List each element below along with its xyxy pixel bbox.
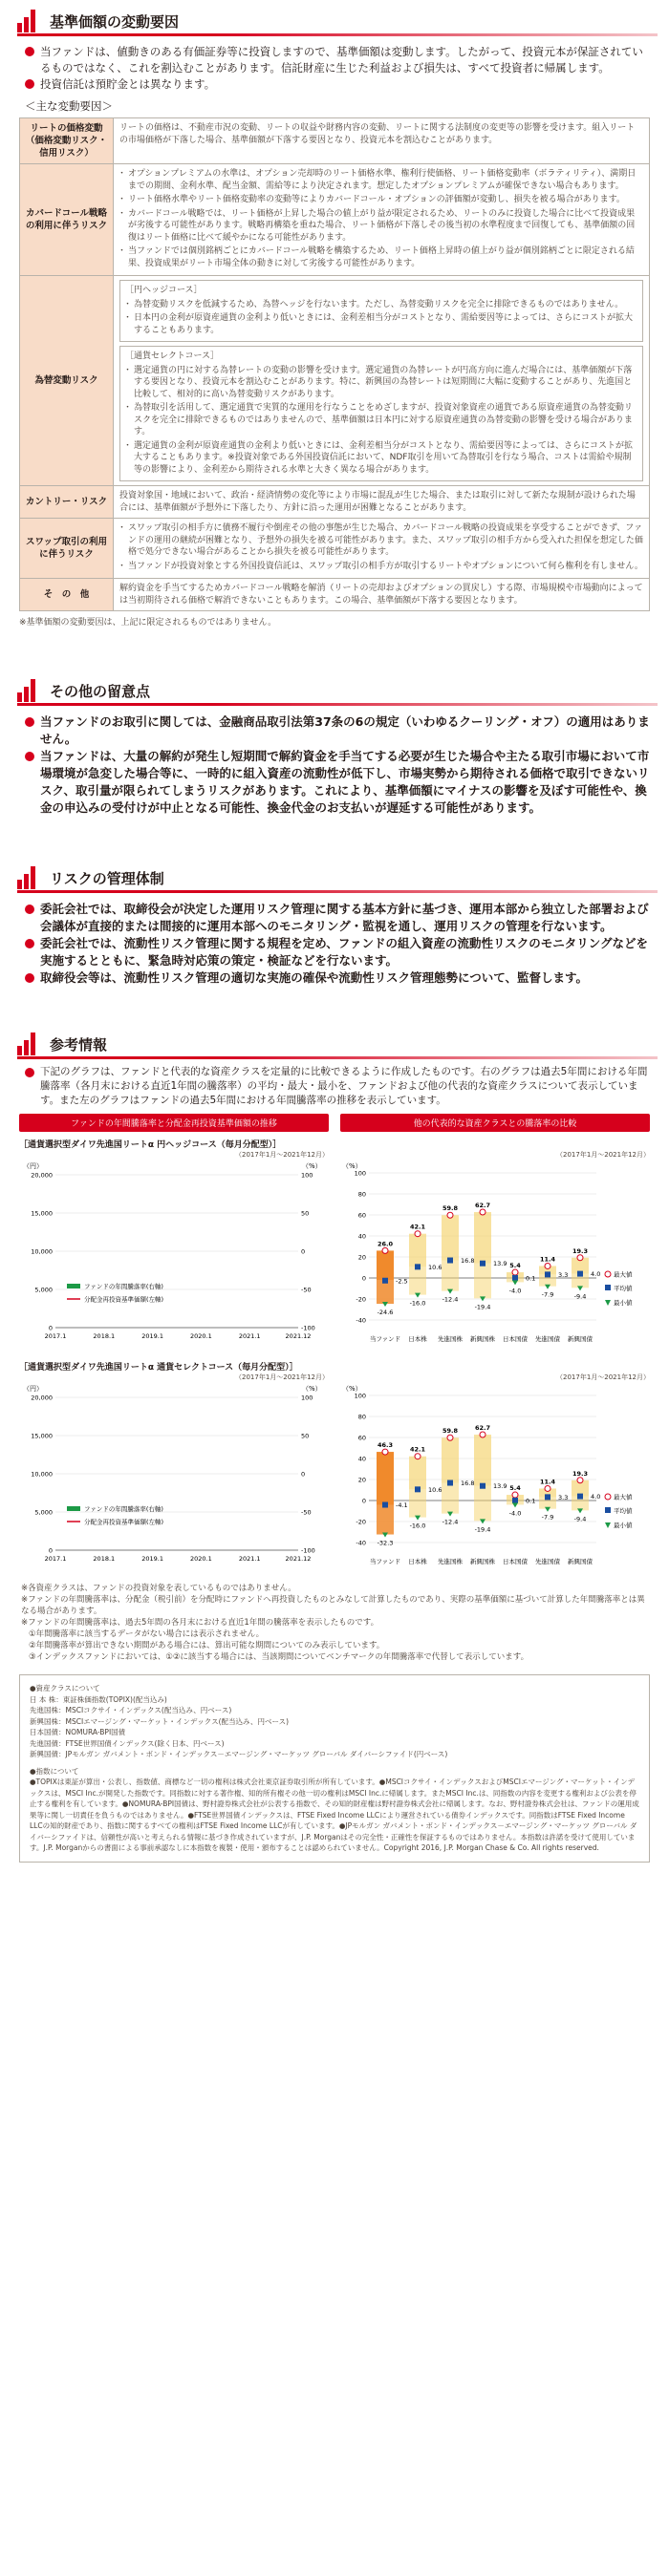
asset-class-item: 新興国株：MSCIエマージング・マーケット・インデックス(配当込み、円ベース) <box>30 1716 290 1726</box>
max-value-label: 11.4 <box>539 1255 556 1264</box>
avg-value-label: -4.1 <box>396 1501 408 1510</box>
risk-table-title: ＜主な変動要因＞ <box>25 99 113 113</box>
risk-body: 投資対象国・地域において、政治・経済情勢の変化等により市場に混乱が生じた場合、または取引に対して新たな規制が設けられた場合には、基準価額が予想外に下落したり、方針に沿った運用が困難となることがあります。 <box>114 486 650 519</box>
section-bars-icon <box>17 866 38 889</box>
section-title: 参考情報 <box>50 1036 108 1054</box>
y-tick-right: 0 <box>301 1247 306 1256</box>
max-marker <box>480 1432 486 1437</box>
min-value-label: -24.6 <box>377 1309 394 1317</box>
y-tick-label: 80 <box>357 1413 366 1421</box>
asset-class-box <box>19 1674 650 1863</box>
section-header-price-factors <box>11 8 658 36</box>
bullet-dot-icon <box>25 717 34 727</box>
y-tick-label: 40 <box>357 1455 366 1463</box>
avg-value-label: 10.6 <box>428 1485 442 1494</box>
legend-avg-icon <box>605 1285 611 1290</box>
chart-section <box>19 1114 650 1577</box>
min-marker <box>382 1533 388 1538</box>
min-value-label: -7.9 <box>541 1513 554 1522</box>
avg-marker <box>382 1502 388 1508</box>
max-value-label: 46.3 <box>377 1441 394 1450</box>
y-tick-label: -40 <box>356 1539 366 1547</box>
y-tick-left: 5,000 <box>34 1286 53 1294</box>
x-tick-label: 2020.1 <box>190 1555 212 1563</box>
y-unit-right: （%） <box>302 1385 322 1393</box>
risk-name: スワップ取引の利用に伴うリスク <box>20 519 114 579</box>
category-label: 新興国株 <box>470 1558 495 1565</box>
chart-note: ②年間騰落率が算出できない期間がある場合には、算出可能な期間についてのみ表示しています。 <box>29 1641 385 1650</box>
max-value-label: 42.1 <box>409 1223 426 1231</box>
chart-header-right: 他の代表的な資産クラスとの騰落率の比較 <box>340 1114 650 1132</box>
risk-body: ・ オプションプレミアムの水準は、オプション売却時のリート価格水準、権利行使価格、リート価格変動率（ボラティリティ）、満期日までの期間、金利水準、配当金額、需給等により決定されます。想定したオプションプレミアムが確保できない場合もあります。 ・ リート価格水準やリート価格変動率の変動等によりカバードコール・オプションの評価額が変動し、損失を被る場合があります。 ・ カバードコール戦略では、リート価格が上昇した場合の値上がり益が限定されるため、リートのみに投資した場合に比べて投資成果が劣後する可能性があります。戦略再構築を重ねた場合、リート価格が下落しその後当初の水準程度まで回復しても、基準価額の回復はリート価格に比べて緩やかになる可能性があります。 ・ 当ファンドでは個別銘柄ごとにカバードコール戦略を構築するため、リート価格上昇時の値上がり益が個別銘柄ごとに限定される結果、投資成果がリート市場全体の動きに対して劣後する可能性があります。 <box>114 164 650 276</box>
y-tick-left: 10,000 <box>31 1247 53 1256</box>
legend-max-label: 最大値 <box>614 1493 633 1501</box>
min-value-label: -7.9 <box>541 1290 554 1299</box>
max-value-label: 19.3 <box>572 1469 589 1478</box>
asset-class-item: 日 本 株：東証株価指数(TOPIX)(配当込み) <box>30 1694 167 1704</box>
min-value-label: -32.3 <box>377 1539 394 1547</box>
bullet-dot-icon <box>25 79 34 89</box>
legend-min-label: 最小値 <box>614 1522 633 1529</box>
bullet-dot-icon <box>25 47 34 56</box>
chart-note: ※ファンドの年間騰落率は、分配金（税引前）を分配時にファンドへ再投資したものとみなして計算したものであり、実際の基準価額に基づいて計算した年間騰落率とは異なる場合があります。 <box>21 1595 645 1616</box>
category-label: 先進国債 <box>535 1335 560 1343</box>
section-title: その他の留意点 <box>50 683 151 700</box>
legend-line-label: 分配金再投資基準価額(左軸) <box>84 1518 164 1526</box>
range-bar-upper <box>377 1452 394 1504</box>
chart-label: ［通貨選択型ダイワ先進国リートα 円ヘッジコース（毎月分配型）］ <box>19 1140 282 1150</box>
legend-bar-label: ファンドの年間騰落率(右軸) <box>84 1505 163 1513</box>
bullet-item: 当ファンドのお取引に関しては、金融商品取引法第37条の6の規定（いわゆるクーリング・オフ）の適用はありません。 <box>25 713 650 748</box>
avg-marker <box>447 1480 453 1486</box>
bullet-dot-icon <box>25 752 34 761</box>
avg-marker <box>512 1498 518 1503</box>
legend-bar-icon <box>67 1506 80 1511</box>
chart-period: （2017年1月〜2021年12月） <box>556 1373 650 1381</box>
min-marker <box>447 1289 453 1294</box>
max-marker <box>480 1209 486 1215</box>
avg-marker <box>545 1494 550 1500</box>
bullet-dot-icon <box>25 1068 34 1077</box>
legend-avg-label: 平均値 <box>614 1507 633 1515</box>
risk-body <box>114 276 650 486</box>
x-tick-label: 2019.1 <box>141 1332 163 1340</box>
risk-row <box>20 118 650 164</box>
x-tick-label: 2017.1 <box>44 1332 67 1340</box>
avg-value-label: -2.5 <box>396 1277 408 1286</box>
min-marker <box>577 1508 583 1513</box>
range-bar-upper <box>474 1435 491 1486</box>
category-label: 日本国債 <box>503 1558 528 1565</box>
max-marker <box>415 1454 421 1459</box>
section-rule <box>17 33 658 36</box>
min-marker <box>447 1512 453 1517</box>
y-tick-left: 20,000 <box>31 1171 53 1180</box>
avg-value-label: 3.3 <box>558 1493 569 1501</box>
min-marker <box>382 1302 388 1307</box>
category-label: 先進国債 <box>535 1558 560 1565</box>
risk-row <box>20 579 650 611</box>
bullet-item: 委託会社では、流動性リスク管理に関する規程を定め、ファンドの組入資産の流動性リスクのモニタリングなどを実施するとともに、緊急時対応策の策定・検証などを行ないます。 <box>25 935 650 969</box>
history-chart <box>19 1160 329 1351</box>
y-tick-label: 20 <box>357 1476 366 1484</box>
y-tick-left: 0 <box>48 1546 53 1555</box>
risk-body: リートの価格は、不動産市況の変動、リートの収益や財務内容の変動、リートに関する法制度の変更等の影響を受けます。組入リートの市場価格が下落した場合、基準価額が下落する要因となり、投資元本を割込むことがあります。 <box>114 118 650 164</box>
asset-class-item: 先進国株：MSCIコクサイ・インデックス(配当込み、円ベース) <box>30 1706 232 1714</box>
y-tick-label: 80 <box>357 1190 366 1199</box>
risk-table <box>19 117 650 611</box>
section-bars-icon <box>17 10 38 32</box>
risk-row <box>20 164 650 276</box>
min-value-label: -19.4 <box>474 1303 491 1311</box>
risk-body: 解約資金を手当てするためカバードコール戦略を解消（リートの売却およびオプションの買戻し）する際、市場規模や市場動向によっては当初期待される価格で解消できないこともあります。この場合、基準価額が下落する要因となります。 <box>114 579 650 611</box>
legend-avg-icon <box>605 1507 611 1513</box>
y-tick-left: 15,000 <box>31 1209 53 1218</box>
avg-value-label: 0.1 <box>526 1274 536 1283</box>
y-tick-right: 50 <box>301 1209 310 1218</box>
max-value-label: 62.7 <box>474 1202 491 1210</box>
max-marker <box>382 1449 388 1455</box>
range-bar-lower <box>442 1261 459 1291</box>
x-tick-label: 2020.1 <box>190 1332 212 1340</box>
risk-row <box>20 519 650 579</box>
y-unit: （%） <box>342 1385 362 1393</box>
max-marker <box>415 1231 421 1237</box>
max-marker <box>447 1435 453 1440</box>
y-unit-left: （円） <box>23 1385 43 1393</box>
section-title: 基準価額の変動要因 <box>50 13 180 31</box>
avg-marker <box>447 1258 453 1264</box>
y-tick-label: -20 <box>356 1518 366 1526</box>
y-tick-label: 0 <box>361 1497 366 1505</box>
y-tick-right: 50 <box>301 1432 310 1440</box>
avg-marker <box>415 1486 421 1492</box>
bullet-item: 下記のグラフは、ファンドと代表的な資産クラスを定量的に比較できるように作成したものです。右のグラフは過去5年間における年間騰落率（各月末における直近1年間の騰落率）の平均・最大・最小を、ファンドおよび他の代表的な資産クラスについて表示しています。また左のグラフはファンドの過去5年間における年間騰落率の推移を表示しています。 <box>25 1065 650 1108</box>
avg-marker <box>480 1261 486 1267</box>
max-marker <box>512 1492 518 1498</box>
avg-value-label: 16.8 <box>461 1257 475 1266</box>
y-tick-right: 100 <box>301 1171 313 1180</box>
range-bar-lower <box>442 1483 459 1514</box>
y-unit: （%） <box>342 1162 362 1170</box>
legend-max-label: 最大値 <box>614 1270 633 1279</box>
category-label: 新興国債 <box>568 1558 593 1565</box>
risk-body: ・ スワップ取引の相手方に債務不履行や倒産その他の事態が生じた場合、カバードコール戦略の投資成果を享受することができず、ファンドの運用の継続が困難となり、予想外の損失を被る可能性があります。また、スワップ取引の相手方から受入れた担保を想定した価格で処分できない場合があることから損失を被る可能性があります。 ・ 当ファンドが投資対象とする外国投資信託は、スワップ取引の相手方が取引するリートやオプションについて何ら権利を有しません。 <box>114 519 650 579</box>
range-bar-upper <box>409 1234 426 1267</box>
x-tick-label: 2018.1 <box>93 1555 116 1563</box>
category-label: 先進国株 <box>438 1335 463 1343</box>
max-value-label: 26.0 <box>377 1240 394 1248</box>
range-bar-lower <box>474 1264 491 1299</box>
range-bar-lower <box>409 1267 426 1294</box>
x-tick-label: 2021.12 <box>285 1555 312 1563</box>
min-marker <box>577 1286 583 1290</box>
range-bar-lower <box>474 1486 491 1522</box>
legend-min-label: 最小値 <box>614 1299 633 1307</box>
y-unit-right: （%） <box>302 1162 322 1170</box>
avg-value-label: 3.3 <box>558 1270 569 1279</box>
max-marker <box>512 1269 518 1275</box>
max-value-label: 5.4 <box>509 1484 521 1493</box>
max-value-label: 62.7 <box>474 1424 491 1433</box>
y-tick-right: -50 <box>301 1508 312 1517</box>
risk-name: 為替変動リスク <box>20 276 114 486</box>
legend-bar-label: ファンドの年間騰落率(右軸) <box>84 1283 163 1290</box>
range-bar-upper <box>442 1215 459 1260</box>
max-value-label: 11.4 <box>539 1478 556 1486</box>
legend-line-label: 分配金再投資基準価額(左軸) <box>84 1295 164 1304</box>
max-value-label: 42.1 <box>409 1445 426 1454</box>
avg-marker <box>480 1483 486 1489</box>
section-title: リスクの管理体制 <box>50 870 164 887</box>
range-bar-upper <box>409 1457 426 1490</box>
risk-name: カントリー・リスク <box>20 486 114 519</box>
chart-note: ①年間騰落率に該当するデータがない場合には表示されません。 <box>29 1629 265 1639</box>
comparison-chart <box>340 1160 650 1351</box>
min-marker <box>415 1293 421 1298</box>
y-tick-right: 100 <box>301 1394 313 1402</box>
max-marker <box>545 1263 550 1268</box>
max-marker <box>382 1247 388 1253</box>
range-bar-lower <box>377 1505 394 1535</box>
avg-value-label: 4.0 <box>591 1270 601 1279</box>
min-marker <box>512 1502 518 1507</box>
legend-max-icon <box>605 1494 611 1500</box>
section-bars-icon <box>17 1033 38 1055</box>
y-tick-label: 60 <box>357 1211 366 1220</box>
avg-marker <box>382 1278 388 1284</box>
chart-period: （2017年1月〜2021年12月） <box>235 1151 329 1159</box>
legend-avg-label: 平均値 <box>614 1285 633 1292</box>
avg-value-label: 4.0 <box>591 1493 601 1501</box>
section-header-risk-management <box>11 864 658 893</box>
range-bar-upper <box>377 1250 394 1280</box>
max-marker <box>577 1478 583 1483</box>
y-tick-left: 0 <box>48 1324 53 1332</box>
avg-value-label: 16.8 <box>461 1480 475 1488</box>
y-tick-label: 100 <box>354 1169 366 1178</box>
chart-note: ※各資産クラスは、ファンドの投資対象を表しているものではありません。 <box>21 1584 296 1593</box>
min-value-label: -19.4 <box>474 1525 491 1534</box>
history-chart <box>19 1382 329 1573</box>
risk-row <box>20 486 650 519</box>
asset-class-item: 日本国債：NOMURA-BPI国債 <box>30 1728 126 1736</box>
max-value-label: 5.4 <box>509 1262 521 1270</box>
section-header-reference <box>11 1031 658 1059</box>
chart-note: ③インデックスファンドにおいては、①②に該当する場合には、当該期間についてベンチマークの年間騰落率で代替して表示しています。 <box>29 1652 529 1662</box>
y-unit-left: （円） <box>23 1162 43 1170</box>
y-tick-label: -20 <box>356 1295 366 1304</box>
min-value-label: -4.0 <box>508 1509 522 1518</box>
risk-table-note: ※基準価額の変動要因は、上記に限定されるものではありません。 <box>19 618 277 628</box>
min-value-label: -9.4 <box>573 1292 587 1301</box>
section-rule <box>17 703 658 706</box>
category-label: 日本国債 <box>503 1335 528 1343</box>
bullet-item: 投資信託は預貯金とは異なります。 <box>25 76 650 93</box>
range-bar-lower <box>377 1281 394 1304</box>
bullet-item: 当ファンドは、大量の解約が発生し短期間で解約資金を手当てする必要が生じた場合や主たる取引市場において市場環境が急変した場合等に、一時的に組入資産の流動性が低下し、市場実勢から期待される価格で取引できないリスク、取引量が限られてしまうリスクがあります。これにより、基準価額にマイナスの影響を及ぼす可能性や、換金の申込みの受付けが中止となる可能性、換金代金のお支払いが遅延する可能性があります。 <box>25 748 650 817</box>
category-label: 日本株 <box>408 1335 427 1343</box>
min-value-label: -12.4 <box>442 1295 459 1304</box>
avg-value-label: 10.6 <box>428 1263 442 1271</box>
max-value-label: 19.3 <box>572 1246 589 1255</box>
x-tick-label: 2019.1 <box>141 1555 163 1563</box>
min-value-label: -4.0 <box>508 1287 522 1295</box>
max-value-label: 59.8 <box>442 1204 459 1213</box>
category-label: 新興国株 <box>470 1335 495 1343</box>
chart-period: （2017年1月〜2021年12月） <box>556 1151 650 1159</box>
course-box: ［円ヘッジコース］ ・ 為替変動リスクを低減するため、為替ヘッジを行ないます。ただし、為替変動リスクを完全に排除できるものではありません。 ・ 日本円の金利が原資産通貨の金利より低いときには、金利差相当分がコストとなり、需給要因等によっては、さらにコストが拡大することもあります。 <box>119 280 643 342</box>
category-label: 先進国株 <box>438 1558 463 1565</box>
risk-name: リートの価格変動（価格変動リスク・信用リスク） <box>20 118 114 164</box>
y-tick-left: 20,000 <box>31 1394 53 1402</box>
y-tick-label: 100 <box>354 1392 366 1400</box>
x-tick-label: 2021.1 <box>238 1555 261 1563</box>
risk-row <box>20 276 650 486</box>
y-tick-label: 40 <box>357 1232 366 1241</box>
x-tick-label: 2021.12 <box>285 1332 312 1340</box>
min-marker <box>545 1507 550 1512</box>
avg-marker <box>512 1275 518 1281</box>
risk-name: そ の 他 <box>20 579 114 611</box>
section-rule <box>17 890 658 893</box>
avg-marker <box>415 1264 421 1269</box>
y-tick-label: -40 <box>356 1316 366 1325</box>
bullet-item: 委託会社では、取締役会が決定した運用リスク管理に関する基本方針に基づき、運用本部から独立した部署および会議体が直接的または間接的に運用本部へのモニタリング・監視を通し、運用リスクの管理を行ないます。 <box>25 901 650 935</box>
bullet-dot-icon <box>25 973 34 983</box>
min-value-label: -16.0 <box>409 1299 426 1308</box>
min-value-label: -12.4 <box>442 1518 459 1526</box>
comparison-chart <box>340 1382 650 1573</box>
y-tick-right: -100 <box>301 1546 315 1555</box>
asset-class-item: 先進国債：FTSE世界国債インデックス(除く日本、円ベース) <box>30 1738 225 1748</box>
min-value-label: -16.0 <box>409 1522 426 1530</box>
chart-period: （2017年1月〜2021年12月） <box>235 1373 329 1381</box>
bullet-item: 当ファンドは、値動きのある有価証券等に投資しますので、基準価額は変動します。したがって、投資元本が保証されているものではなく、これを割込むことがあります。信託財産に生じた利益および損失は、すべて投資者に帰属します。 <box>25 44 650 76</box>
section-header-other-notes <box>11 677 658 706</box>
chart-label: ［通貨選択型ダイワ先進国リートα 通貨セレクトコース（毎月分配型）］ <box>19 1363 298 1373</box>
bullet-dot-icon <box>25 939 34 948</box>
legend-min-icon <box>605 1522 611 1528</box>
max-marker <box>545 1485 550 1491</box>
legend-min-icon <box>605 1300 611 1306</box>
range-bar-lower <box>409 1489 426 1517</box>
risk-name: カバードコール戦略の利用に伴うリスク <box>20 164 114 276</box>
y-tick-right: -50 <box>301 1286 312 1294</box>
category-label: 当ファンド <box>369 1335 401 1343</box>
max-marker <box>577 1255 583 1261</box>
y-tick-label: 20 <box>357 1253 366 1262</box>
chart-header-left: ファンドの年間騰落率と分配金再投資基準価額の推移 <box>19 1114 329 1132</box>
section-rule <box>17 1056 658 1059</box>
y-tick-left: 5,000 <box>34 1508 53 1517</box>
max-marker <box>447 1212 453 1218</box>
chart-note: ※ファンドの年間騰落率は、過去5年間の各月末における直近1年間の騰落率を表示したものです。 <box>21 1618 379 1628</box>
category-label: 日本株 <box>408 1558 427 1565</box>
avg-value-label: 13.9 <box>493 1260 507 1268</box>
range-bar-upper <box>474 1212 491 1264</box>
section-bars-icon <box>17 679 38 702</box>
avg-marker <box>577 1271 583 1277</box>
avg-marker <box>545 1271 550 1277</box>
index-title: ●指数について <box>30 1766 79 1776</box>
y-tick-label: 60 <box>357 1434 366 1442</box>
avg-value-label: 13.9 <box>493 1482 507 1491</box>
min-marker <box>545 1285 550 1289</box>
y-tick-right: -100 <box>301 1324 315 1332</box>
x-tick-label: 2021.1 <box>238 1332 261 1340</box>
y-tick-left: 10,000 <box>31 1470 53 1479</box>
x-tick-label: 2017.1 <box>44 1555 67 1563</box>
asset-class-item: 新興国債：JPモルガン ガバメント・ボンド・インデックス－エマージング・マーケッツ グローバル ダイバーシファイド(円ベース) <box>30 1750 448 1758</box>
legend-max-icon <box>605 1271 611 1277</box>
category-label: 当ファンド <box>369 1558 401 1565</box>
course-box: ［通貨セレクトコース］ ・ 選定通貨の円に対する為替レートの変動の影響を受けます。選定通貨の為替レートが円高方向に進んだ場合には、基準価額が下落する要因となり、投資元本を割込むことがあります。特に、新興国の為替レートは短期間に大幅に変動することがあり、先進国と比較して、相対的に高い為替変動リスクがあります。 ・ 為替取引を活用して、選定通貨で実質的な運用を行なうことをめざしますが、投資対象資産の通貨である原資産通貨の為替変動リスクを完全に排除できるものではありませんので、基準価額は日本円に対する原資産通貨の為替変動の影響を受ける場合があります。 ・ 選定通貨の金利が原資産通貨の金利より低いときには、金利差相当分がコストとなり、需給要因等によっては、さらにコストが拡大することもあります。※投資対象である外国投資信託において、NDF取引を用いて為替取引を行なう場合、コストは需給や規制等の影響により、金利差から期待される水準と大きく異なる場合があります。 <box>119 346 643 481</box>
avg-marker <box>577 1494 583 1500</box>
min-marker <box>415 1516 421 1521</box>
range-bar-upper <box>442 1437 459 1482</box>
index-text: ●TOPIXは東証が算出・公表し、指数値、商標など一切の権利は株式会社東京証券取引所が所有しています。●MSCIコクサイ・インデックスおよびMSCIエマージング・マーケット・インデックスは、MSCI Inc.が開発した指数です。同指数に対する著作権、知的所有権その他一切の権利はMSCI Inc.に帰属します。またMSCI Inc.は、同指数の内容を変更する権利および公表を停止する権利を有しています。●NOMURA-BPI国債は、野村證券株式会社が公表する指数で、その知的財産権は野村證券株式会社に帰属します。なお、野村證券株式会社は、ファンドの運用成果等に関し一切責任を負うものではありません。●FTSE世界国債インデックスは、FTSE Fixed Income LLCにより運営されている債券インデックスです。同指数はFTSE Fixed Income LLCの知的財産であり、指数に関するすべての権利はFTSE Fixed Income LLCが有しています。●JPモルガン ガバメント・ボンド・インデックス－エマージング・マーケッツ グローバル ダイバーシファイドは、信頼性が高いと考えられる情報に基づき作成されていますが、J.P. Morganはその完全性・正確性を保証するものではありません。本指数は許諾を受けて使用しています。J.P. Morganからの書面による事前承認なしに本指数を複製・使用・頒布することは認められていません。Copyright 2016, J.P. Morgan Chase & Co. All rights reserved. <box>30 1778 639 1852</box>
y-tick-left: 15,000 <box>31 1432 53 1440</box>
legend-bar-icon <box>67 1284 80 1288</box>
asset-class-title: ●資産クラスについて <box>30 1684 100 1692</box>
x-tick-label: 2018.1 <box>93 1332 116 1340</box>
y-tick-label: 0 <box>361 1274 366 1283</box>
y-tick-right: 0 <box>301 1470 306 1479</box>
min-value-label: -9.4 <box>573 1515 587 1523</box>
bullet-item: 取締役会等は、流動性リスク管理の適切な実施の確保や流動性リスク管理態勢について、監督します。 <box>25 969 650 987</box>
max-value-label: 59.8 <box>442 1427 459 1436</box>
min-marker <box>512 1280 518 1285</box>
avg-value-label: 0.1 <box>526 1497 536 1505</box>
bullet-dot-icon <box>25 905 34 914</box>
category-label: 新興国債 <box>568 1335 593 1343</box>
